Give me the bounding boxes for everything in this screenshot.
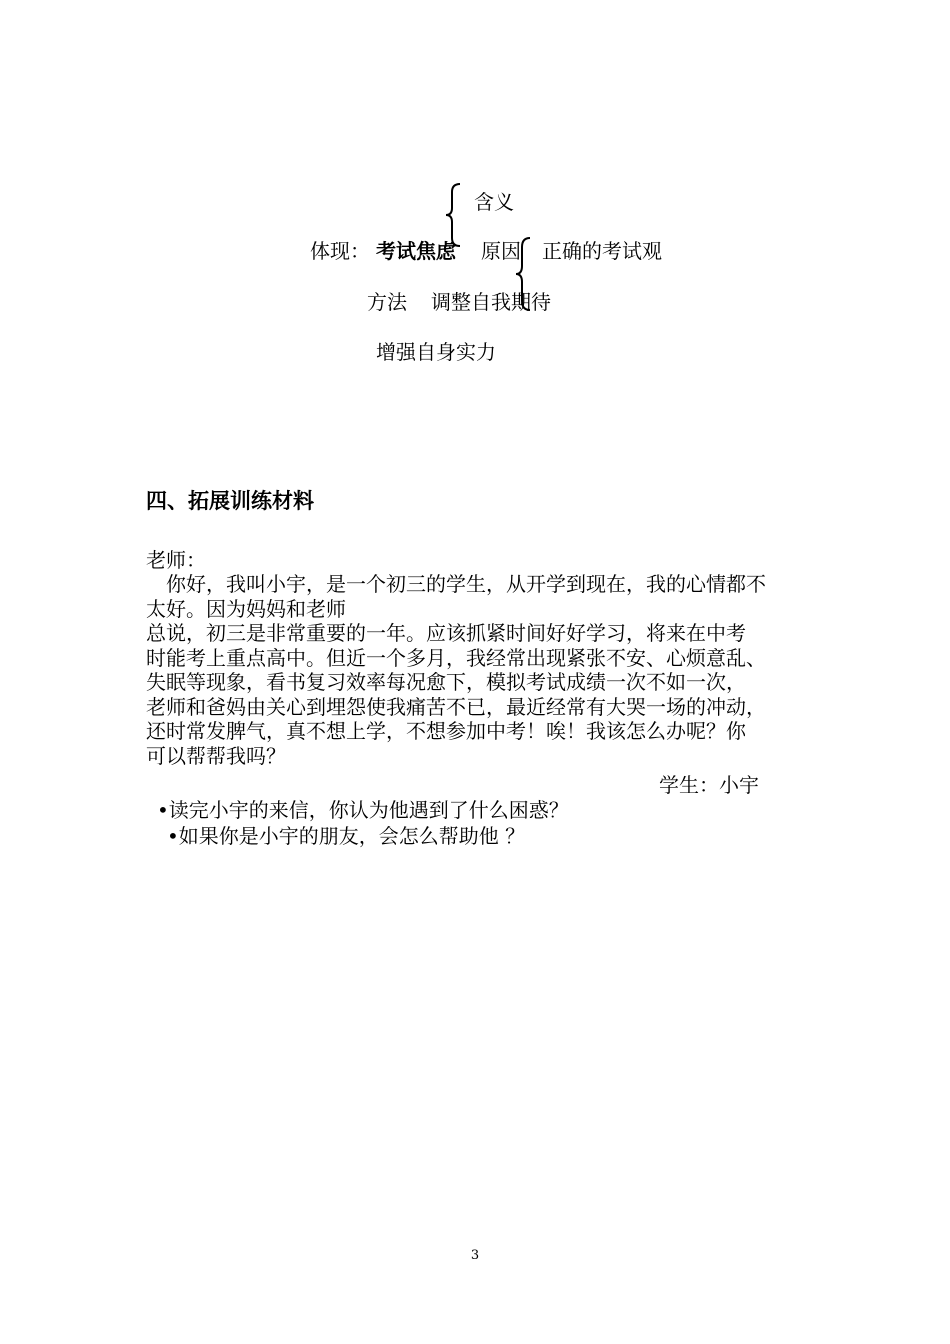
diagram-correct-view: 正确的考试观 xyxy=(542,239,662,263)
letter-signature: 学生：小宇 xyxy=(659,773,759,797)
letter-line: 太好。因为妈妈和老师 xyxy=(146,596,346,621)
diagram-method: 方法 xyxy=(367,290,407,314)
letter-line: 你好，我叫小宇，是一个初三的学生，从开学到现在，我的心情都不 xyxy=(146,572,766,596)
diagram-adjust-expectation: 调整自我期待 xyxy=(431,290,551,314)
letter-line: 失眠等现象，看书复习效率每况愈下，模拟考试成绩一次不如一次， xyxy=(146,670,746,694)
diagram-topic: 考试焦虑 xyxy=(376,239,456,263)
letter-line: 老师和爸妈由关心到埋怨使我痛苦不已，最近经常有大哭一场的冲动， xyxy=(146,694,766,719)
diagram-cause: 原因 xyxy=(481,239,521,263)
question-item: •如果你是小宇的朋友，会怎么帮助他 ？ xyxy=(167,824,526,848)
section-heading: 四、拓展训练材料 xyxy=(146,488,314,513)
diagram-meaning: 含义 xyxy=(474,190,514,214)
letter-line: 还时常发脾气，真不想上学，不想参加中考！唉！我该怎么办呢？你 xyxy=(146,719,746,743)
letter-line: 时能考上重点高中。但近一个多月，我经常出现紧张不安、心烦意乱、 xyxy=(146,645,766,670)
letter-line: 可以帮帮我吗？ xyxy=(146,743,286,768)
diagram-strengthen: 增强自身实力 xyxy=(376,340,496,364)
letter-salutation: 老师： xyxy=(146,548,206,572)
question-item: •读完小宇的来信，你认为他遇到了什么困惑？ xyxy=(157,798,569,822)
diagram-manifestation-label: 体现： xyxy=(310,239,370,263)
letter-body xyxy=(146,572,826,768)
page-number: 3 xyxy=(470,1248,480,1263)
letter-line: 总说，初三是非常重要的一年。应该抓紧时间好好学习，将来在中考 xyxy=(146,621,746,645)
